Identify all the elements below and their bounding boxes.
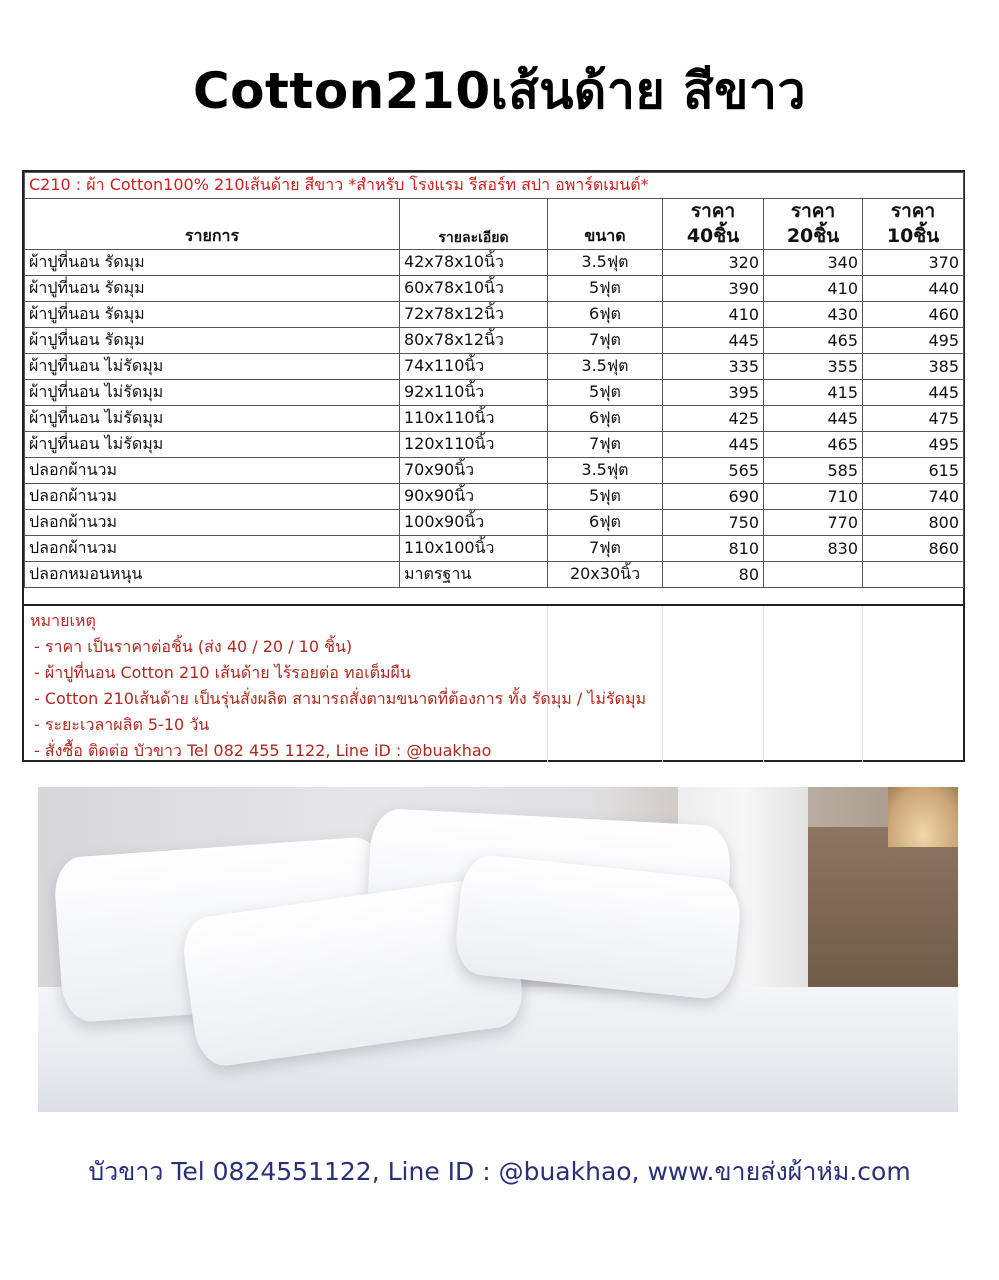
- cell-size: 6ฟุต: [548, 302, 663, 328]
- cell-price-40: 425: [663, 406, 764, 432]
- table-row: [25, 250, 964, 276]
- header-price-10-bottom: 10ชิ้น: [886, 225, 940, 247]
- cell-price-10: 800: [863, 510, 964, 536]
- cell-price-20: 585: [764, 458, 863, 484]
- cell-size: 20x30นิ้ว: [548, 562, 663, 588]
- table-caption-row: [25, 173, 964, 199]
- price-sheet: [22, 170, 965, 762]
- cell-price-10: 740: [863, 484, 964, 510]
- notes-title: หมายเหตุ: [30, 611, 96, 630]
- table-row: [25, 276, 964, 302]
- table-row: [25, 302, 964, 328]
- cell-price-40: 445: [663, 432, 764, 458]
- table-row: [25, 562, 964, 588]
- cell-item: ผ้าปูที่นอน ไม่รัดมุม: [25, 380, 400, 406]
- cell-detail: 70x90นิ้ว: [400, 458, 548, 484]
- cell-detail: 80x78x12นิ้ว: [400, 328, 548, 354]
- cell-detail: 110x100นิ้ว: [400, 536, 548, 562]
- cell-item: ผ้าปูที่นอน รัดมุม: [25, 276, 400, 302]
- cell-price-20: 465: [764, 328, 863, 354]
- cell-price-40: 690: [663, 484, 764, 510]
- notes-list: [30, 634, 957, 764]
- header-price-40-bottom: 40ชิ้น: [686, 225, 740, 247]
- cell-price-10: 615: [863, 458, 964, 484]
- page-title: Cotton210เส้นด้าย สีขาว: [192, 62, 807, 120]
- bedding-photo: [38, 787, 958, 1112]
- cell-detail: 100x90นิ้ว: [400, 510, 548, 536]
- cell-detail: 42x78x10นิ้ว: [400, 250, 548, 276]
- cell-price-20: 830: [764, 536, 863, 562]
- header-detail: รายละเอียด: [400, 199, 548, 250]
- table-header-row: [25, 199, 964, 250]
- cell-size: 3.5ฟุต: [548, 458, 663, 484]
- note-line: - Cotton 210เส้นด้าย เป็นรุ่นสั่งผลิต สามารถสั่งตามขนาดที่ต้องการ ทั้ง รัดมุม / ไม่รัดมุม: [34, 689, 647, 708]
- note-line: - ผ้าปูที่นอน Cotton 210 เส้นด้าย ไร้รอยต่อ ทอเต็มผืน: [34, 663, 411, 682]
- cell-price-10: 460: [863, 302, 964, 328]
- cell-detail: 90x90นิ้ว: [400, 484, 548, 510]
- cell-price-10: 860: [863, 536, 964, 562]
- cell-price-10: 445: [863, 380, 964, 406]
- cell-detail: มาตรฐาน: [400, 562, 548, 588]
- photo-lamp: [888, 787, 958, 847]
- cell-price-40: 410: [663, 302, 764, 328]
- cell-item: ปลอกผ้านวม: [25, 536, 400, 562]
- cell-price-20: 710: [764, 484, 863, 510]
- header-price-20-top: ราคา: [790, 200, 836, 222]
- table-row: [25, 380, 964, 406]
- cell-price-10: [863, 562, 964, 588]
- cell-item: ผ้าปูที่นอน รัดมุม: [25, 328, 400, 354]
- cell-size: 3.5ฟุต: [548, 250, 663, 276]
- cell-price-10: 440: [863, 276, 964, 302]
- cell-size: 6ฟุต: [548, 510, 663, 536]
- table-row: [25, 484, 964, 510]
- table-row: [25, 406, 964, 432]
- cell-size: 5ฟุต: [548, 380, 663, 406]
- cell-size: 7ฟุต: [548, 328, 663, 354]
- table-row: [25, 536, 964, 562]
- header-size: ขนาด: [548, 199, 663, 250]
- cell-price-10: 370: [863, 250, 964, 276]
- cell-detail: 60x78x10นิ้ว: [400, 276, 548, 302]
- cell-price-40: 810: [663, 536, 764, 562]
- cell-item: ผ้าปูที่นอน รัดมุม: [25, 250, 400, 276]
- cell-detail: 92x110นิ้ว: [400, 380, 548, 406]
- table-caption: C210 : ผ้า Cotton100% 210เส้นด้าย สีขาว *สำหรับ โรงแรม รีสอร์ท สปา อพาร์ตเมนต์*: [25, 173, 964, 199]
- header-item: รายการ: [25, 199, 400, 250]
- cell-size: 7ฟุต: [548, 536, 663, 562]
- cell-price-10: 385: [863, 354, 964, 380]
- cell-item: ปลอกหมอนหนุน: [25, 562, 400, 588]
- price-table: [24, 172, 964, 588]
- cell-price-20: 445: [764, 406, 863, 432]
- cell-price-20: 340: [764, 250, 863, 276]
- cell-price-40: 395: [663, 380, 764, 406]
- header-price-10-top: ราคา: [890, 200, 936, 222]
- header-price-40: [663, 199, 764, 250]
- cell-item: ปลอกผ้านวม: [25, 484, 400, 510]
- cell-price-10: 475: [863, 406, 964, 432]
- cell-item: ผ้าปูที่นอน ไม่รัดมุม: [25, 354, 400, 380]
- cell-item: ผ้าปูที่นอน ไม่รัดมุม: [25, 406, 400, 432]
- table-row: [25, 510, 964, 536]
- cell-price-20: 430: [764, 302, 863, 328]
- cell-price-40: 335: [663, 354, 764, 380]
- cell-price-40: 750: [663, 510, 764, 536]
- cell-price-40: 445: [663, 328, 764, 354]
- cell-detail: 74x110นิ้ว: [400, 354, 548, 380]
- cell-item: ปลอกผ้านวม: [25, 458, 400, 484]
- cell-price-40: 565: [663, 458, 764, 484]
- cell-price-20: 415: [764, 380, 863, 406]
- cell-size: 6ฟุต: [548, 406, 663, 432]
- cell-price-40: 390: [663, 276, 764, 302]
- note-line: - ราคา เป็นราคาต่อชิ้น (ส่ง 40 / 20 / 10 ชิ้น): [34, 637, 353, 656]
- table-row: [25, 328, 964, 354]
- contact-footer: บัวขาว Tel 0824551122, Line ID : @buakhao, www.ขายส่งผ้าห่ม.com: [88, 1157, 911, 1186]
- cell-item: ผ้าปูที่นอน ไม่รัดมุม: [25, 432, 400, 458]
- cell-size: 5ฟุต: [548, 276, 663, 302]
- header-price-20: [764, 199, 863, 250]
- cell-price-40: 80: [663, 562, 764, 588]
- header-price-40-top: ราคา: [690, 200, 736, 222]
- note-line: - สั่งซื้อ ติดต่อ บัวขาว Tel 082 455 1122, Line iD : @buakhao: [34, 741, 492, 760]
- cell-price-10: 495: [863, 432, 964, 458]
- cell-size: 5ฟุต: [548, 484, 663, 510]
- note-line: - ระยะเวลาผลิต 5-10 วัน: [34, 715, 210, 734]
- table-row: [25, 432, 964, 458]
- header-price-20-bottom: 20ชิ้น: [786, 225, 840, 247]
- photo-headboard: [808, 827, 958, 997]
- cell-detail: 120x110นิ้ว: [400, 432, 548, 458]
- cell-price-10: 495: [863, 328, 964, 354]
- table-row: [25, 458, 964, 484]
- cell-price-20: 465: [764, 432, 863, 458]
- cell-item: ผ้าปูที่นอน รัดมุม: [25, 302, 400, 328]
- cell-price-20: 770: [764, 510, 863, 536]
- cell-price-20: 410: [764, 276, 863, 302]
- cell-price-40: 320: [663, 250, 764, 276]
- notes-section: [24, 604, 963, 762]
- cell-price-20: [764, 562, 863, 588]
- cell-item: ปลอกผ้านวม: [25, 510, 400, 536]
- cell-price-20: 355: [764, 354, 863, 380]
- cell-detail: 72x78x12นิ้ว: [400, 302, 548, 328]
- cell-size: 7ฟุต: [548, 432, 663, 458]
- header-price-10: [863, 199, 964, 250]
- table-row: [25, 354, 964, 380]
- cell-size: 3.5ฟุต: [548, 354, 663, 380]
- cell-detail: 110x110นิ้ว: [400, 406, 548, 432]
